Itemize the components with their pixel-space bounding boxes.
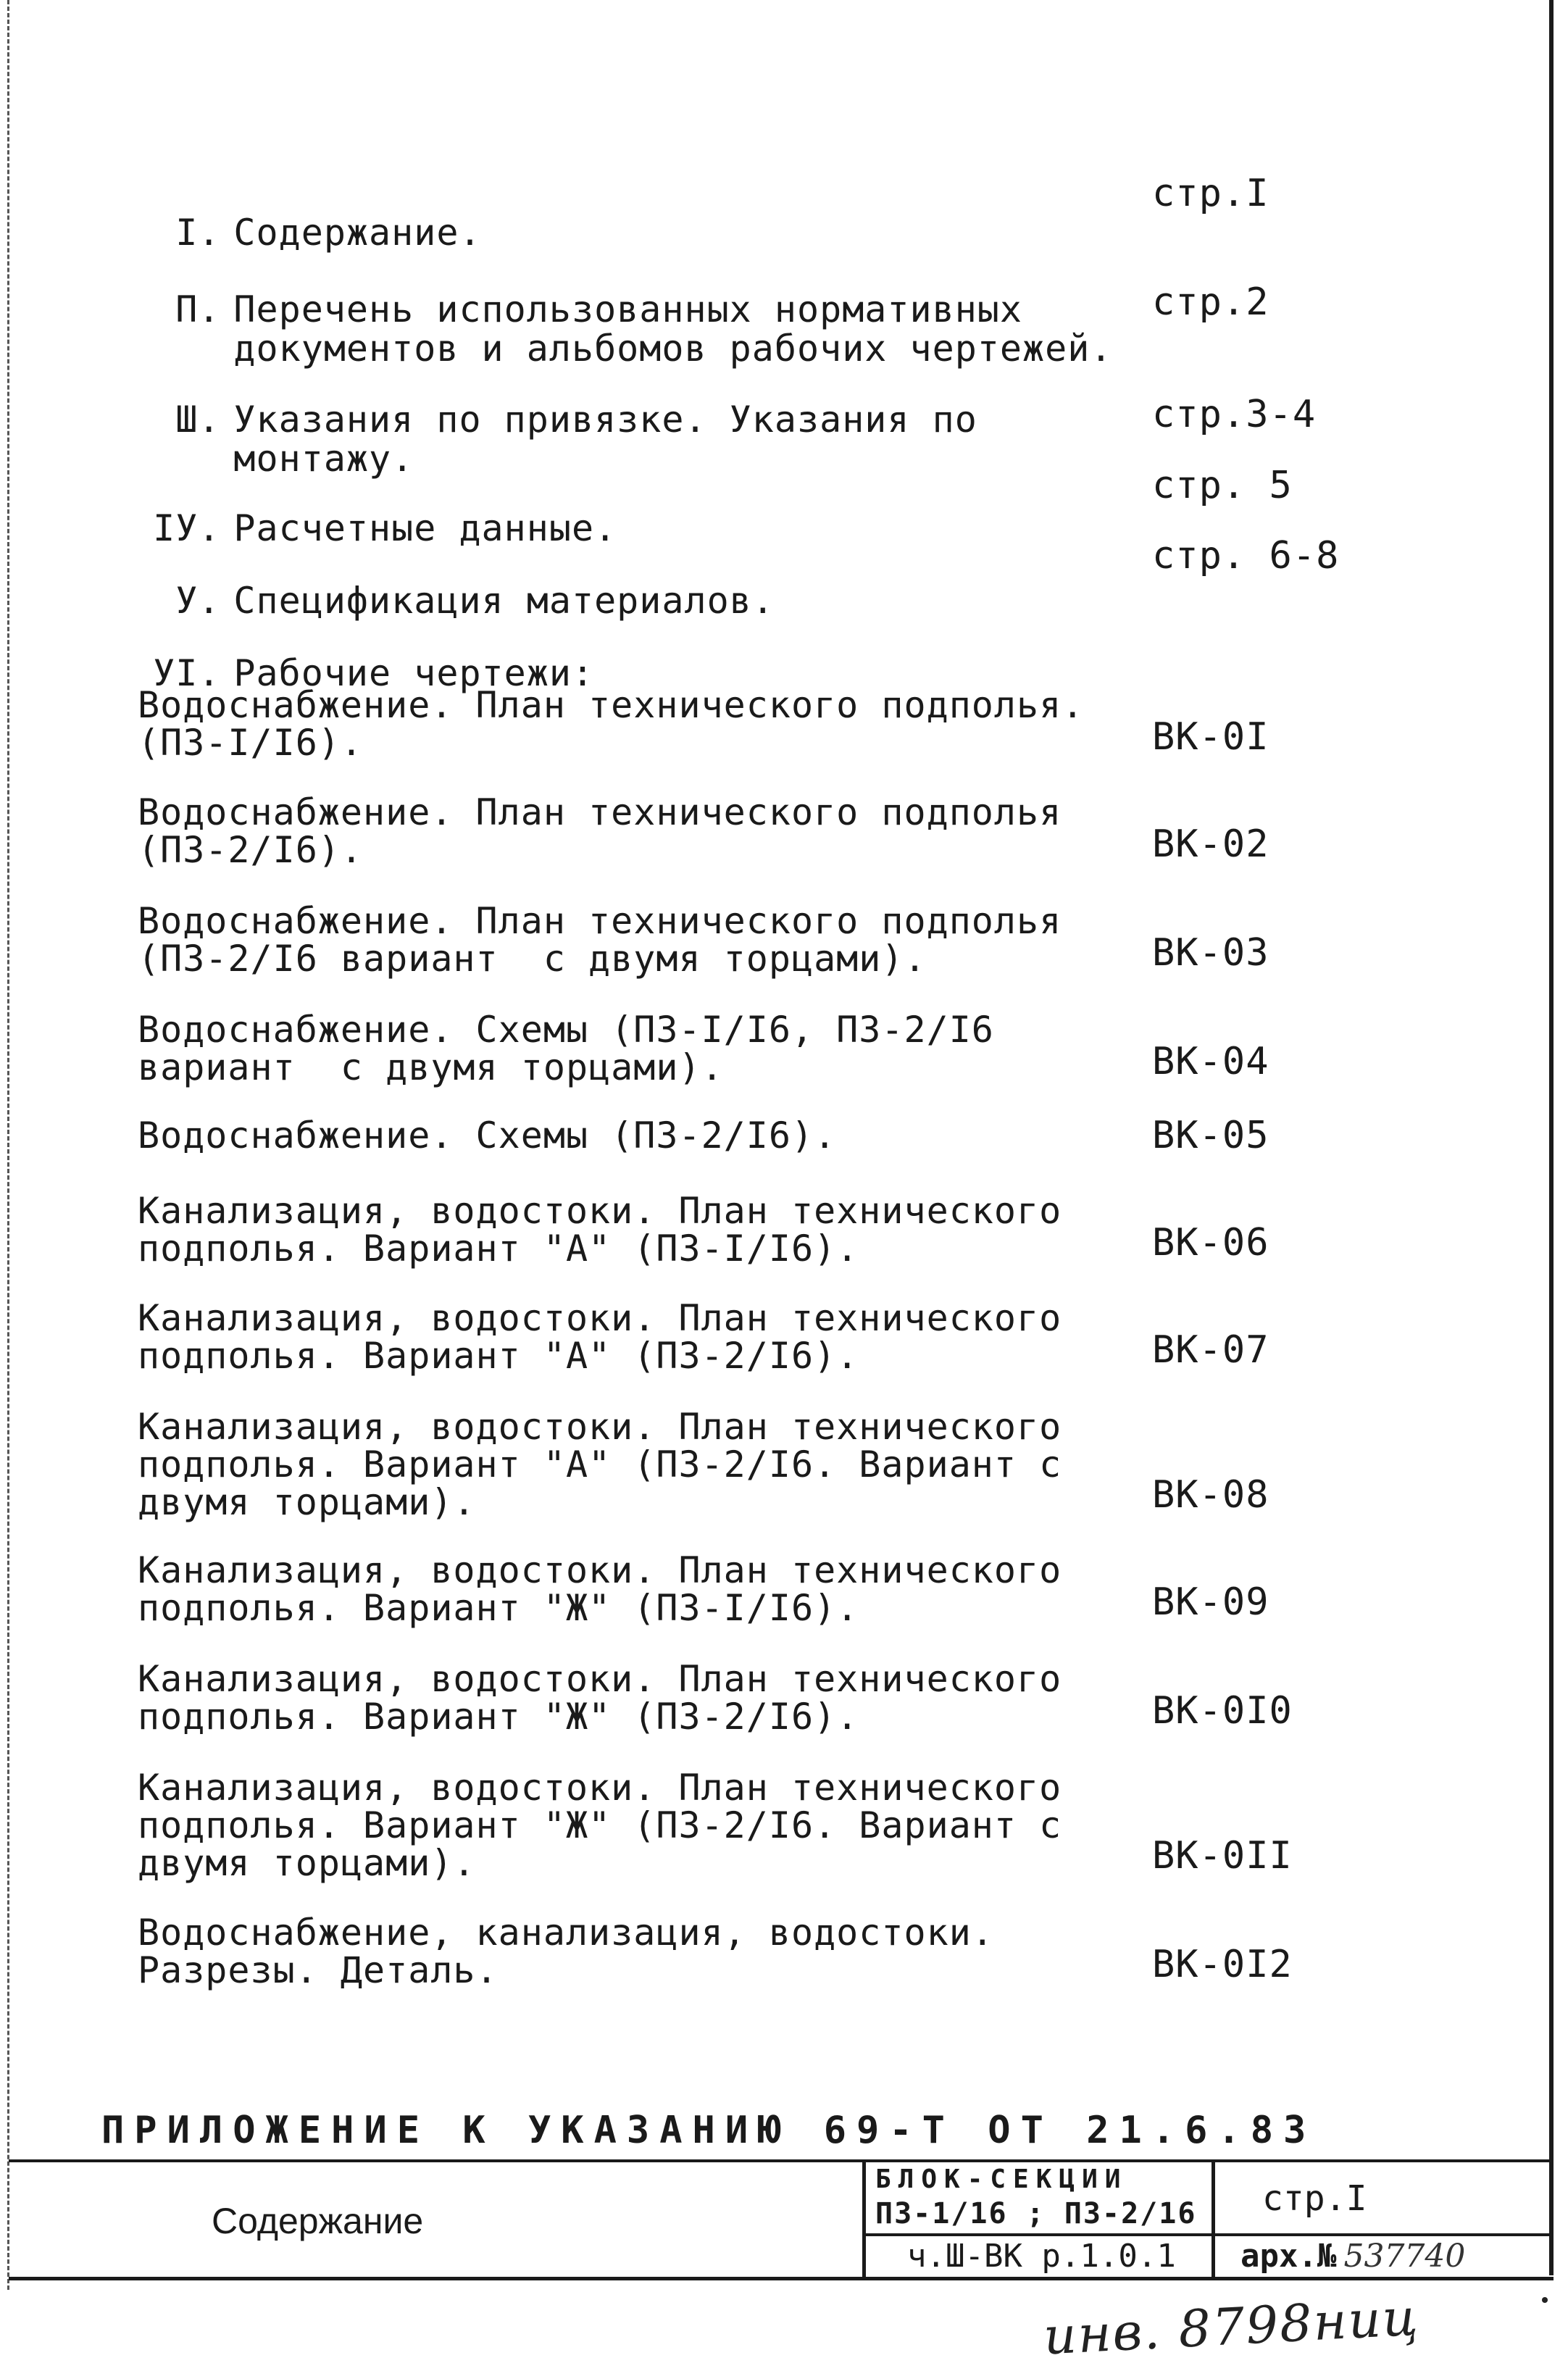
drawing-title-line-1: Водоснабжение, канализация, водостоки. — [138, 1912, 994, 1954]
drawing-entry-2 — [138, 793, 1062, 832]
toc-entry-number: У. — [175, 580, 221, 622]
drawing-title-line-1: Канализация, водостоки. План технического — [138, 1406, 1062, 1448]
stamp-archive-label: арх.№ — [1240, 2238, 1337, 2275]
drawing-title-line-2: (ПЗ-2/I6). — [138, 829, 364, 871]
drawing-title-line-2: подполья. Вариант "Ж" (ПЗ-I/I6). — [138, 1587, 859, 1629]
drawing-title-line-2: подполья. Вариант "Ж" (ПЗ-2/I6. Вариант с — [138, 1804, 1062, 1846]
drawing-title-line-1: Водоснабжение. План технического подполья — [138, 900, 1062, 942]
drawing-entry-11-line-3 — [138, 1843, 476, 1883]
drawing-title-line-2: (ПЗ-I/I6). — [138, 722, 364, 764]
toc-entry-number: П. — [175, 288, 221, 330]
drawing-entry-12 — [138, 1913, 994, 1952]
drawing-code: ВК-07 — [1152, 1328, 1269, 1372]
title-block-stamp — [9, 2159, 1554, 2280]
drawing-title-line-3: двумя торцами). — [138, 1842, 476, 1884]
drawing-entry-1-line-2 — [138, 723, 363, 762]
stamp-divider — [1212, 2162, 1215, 2277]
toc-entry-page: стр.2 — [1152, 280, 1269, 324]
drawing-entry-6-line-2 — [138, 1229, 859, 1268]
drawing-entry-8 — [138, 1407, 1062, 1446]
drawing-title-line-2: подполья. Вариант "А" (ПЗ-2/I6. Вариант с — [138, 1443, 1062, 1485]
toc-entry-number: IУ. — [153, 507, 221, 549]
drawing-entry-8-line-3 — [138, 1483, 476, 1522]
toc-entry-title: Рабочие чертежи: — [233, 652, 595, 694]
drawing-entry-2-line-2 — [138, 830, 363, 870]
drawing-title-line-1: Канализация, водостоки. План технического — [138, 1767, 1062, 1809]
drawing-entry-12-line-2 — [138, 1951, 499, 1990]
toc-entry-title: монтажу. — [233, 438, 414, 480]
stamp-archive — [1240, 2238, 1465, 2275]
drawing-code: ВК-08 — [1152, 1473, 1269, 1517]
drawing-entry-7-line-2 — [138, 1336, 859, 1375]
toc-entry-title: Расчетные данные. — [233, 507, 617, 549]
drawing-entry-11 — [138, 1768, 1062, 1807]
toc-entry-title: Спецификация материалов. — [233, 580, 775, 622]
drawing-title-line-1: Канализация, водостоки. План технического — [138, 1297, 1062, 1339]
toc-entry-title: документов и альбомов рабочих чертежей. — [233, 328, 1113, 370]
drawing-title-line-1: Водоснабжение. Схемы (ПЗ-I/I6, ПЗ-2/I6 — [138, 1009, 994, 1051]
stamp-archive-number: 537740 — [1343, 2238, 1466, 2275]
drawing-code: ВК-0II — [1152, 1834, 1293, 1878]
stamp-block-label: БЛОК-СЕКЦИИ — [875, 2164, 1128, 2194]
drawing-title-line-1: Канализация, водостоки. План технического — [138, 1549, 1062, 1591]
drawing-entry-3 — [138, 901, 1062, 941]
drawing-entry-1 — [138, 686, 1084, 725]
stamp-part-code: ч.Ш-ВК р.1.0.1 — [907, 2238, 1176, 2275]
handwritten-inventory-number: инв. 8798ниц — [1042, 2287, 1421, 2367]
drawing-code: ВК-0I0 — [1152, 1689, 1293, 1733]
drawing-title-line-2: (ПЗ-2/I6 вариант с двумя торцами). — [138, 938, 927, 980]
appendix-note: ПРИЛОЖЕНИЕ К УКАЗАНИЮ 69-Т ОТ 21.6.83 — [101, 2109, 1317, 2152]
stamp-divider — [862, 2162, 866, 2277]
toc-entry-page: стр.I — [1152, 172, 1269, 215]
drawing-code: ВК-04 — [1152, 1040, 1269, 1083]
drawing-entry-5 — [138, 1116, 836, 1155]
toc-entry-number: I. — [175, 212, 221, 254]
drawing-title-line-1: Водоснабжение. План технического подполья. — [138, 684, 1085, 726]
stamp-row-divider — [864, 2233, 1554, 2236]
drawing-code: ВК-0I2 — [1152, 1943, 1293, 1986]
drawing-entry-4 — [138, 1010, 994, 1049]
drawing-title-line-2: вариант с двумя торцами). — [138, 1046, 724, 1088]
drawing-title-line-1: Канализация, водостоки. План технического — [138, 1658, 1062, 1700]
toc-entry-page: стр. 5 — [1152, 464, 1293, 507]
stamp-block-codes: ПЗ-1/16 ; ПЗ-2/16 — [875, 2197, 1197, 2230]
drawing-entry-11-line-2 — [138, 1806, 1062, 1845]
drawing-title-line-2: подполья. Вариант "Ж" (ПЗ-2/I6). — [138, 1696, 859, 1738]
toc-entry-number: Ш. — [175, 399, 221, 441]
drawing-title-line-3: двумя торцами). — [138, 1481, 476, 1523]
drawing-entry-9-line-2 — [138, 1588, 859, 1628]
drawing-code: ВК-05 — [1152, 1114, 1269, 1157]
drawing-code: ВК-0I — [1152, 715, 1269, 759]
drawing-entry-10-line-2 — [138, 1697, 859, 1736]
drawing-entry-10 — [138, 1659, 1062, 1699]
drawing-entry-8-line-2 — [138, 1445, 1062, 1484]
toc-entry-page: стр. 6-8 — [1152, 534, 1340, 578]
drawing-title-line-2: подполья. Вариант "А" (ПЗ-I/I6). — [138, 1228, 859, 1270]
drawing-title-line-1: Канализация, водостоки. План технического — [138, 1190, 1062, 1232]
stamp-sheet-number: стр.I — [1262, 2178, 1367, 2219]
ink-dot — [1542, 2297, 1548, 2303]
drawing-code: ВК-02 — [1152, 822, 1269, 866]
drawing-entry-6 — [138, 1191, 1062, 1230]
toc-entry-title: Содержание. — [233, 212, 482, 254]
drawing-title-line-1: Водоснабжение. План технического подполья — [138, 791, 1062, 833]
toc-entry-number: УI. — [153, 652, 221, 694]
drawing-entry-3-line-2 — [138, 939, 927, 978]
drawing-code: ВК-09 — [1152, 1580, 1269, 1624]
toc-entry-page: стр.3-4 — [1152, 393, 1317, 436]
drawing-title-line-2: Разрезы. Деталь. — [138, 1949, 499, 1991]
drawing-entry-4-line-2 — [138, 1048, 724, 1087]
stamp-title: Содержание — [212, 2201, 424, 2241]
toc-entry-title: Перечень использованных нормативных — [233, 288, 1023, 330]
drawing-title-line-1: Водоснабжение. Схемы (ПЗ-2/I6). — [138, 1114, 837, 1157]
toc-entry-title: Указания по привязке. Указания по — [233, 399, 977, 441]
drawing-entry-9 — [138, 1551, 1062, 1590]
drawing-entry-7 — [138, 1299, 1062, 1338]
drawing-code: ВК-03 — [1152, 931, 1269, 975]
drawing-code: ВК-06 — [1152, 1221, 1269, 1264]
drawing-title-line-2: подполья. Вариант "А" (ПЗ-2/I6). — [138, 1335, 859, 1377]
